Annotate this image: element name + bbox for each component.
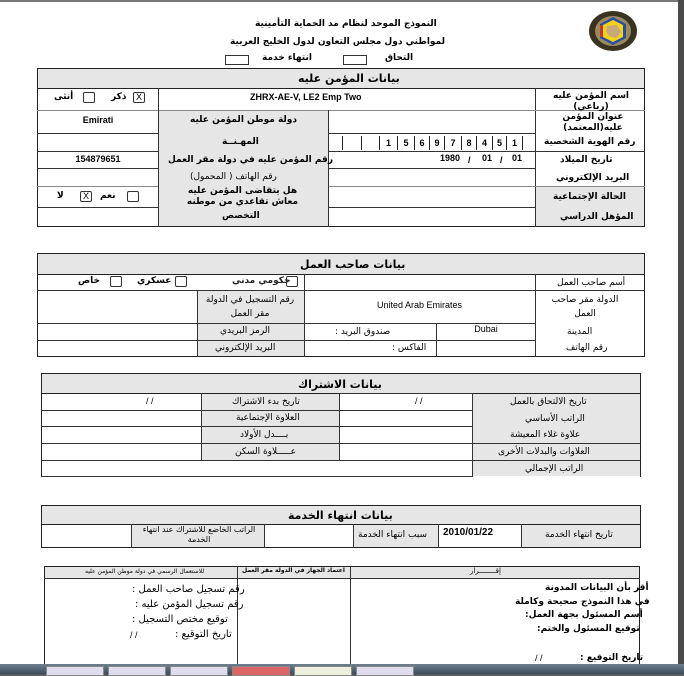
start-date-field[interactable]: / / — [146, 396, 154, 406]
end-service-section-title: بيانات انتهاء الخدمة — [288, 509, 393, 522]
subscription-section-header — [41, 373, 641, 394]
id-digit-cell[interactable]: 7 — [445, 136, 462, 150]
insured-address-field[interactable] — [329, 111, 534, 132]
gender-male-checkbox[interactable]: X — [133, 92, 145, 103]
gender-female-checkbox[interactable] — [83, 92, 95, 103]
insured-address-label: عنوان المؤمن عليه(المعتمد) — [562, 112, 624, 133]
employer-country-label: الدولة مقر صاحب العمل — [551, 295, 619, 319]
taskbar-button[interactable] — [46, 666, 104, 676]
nationality-value[interactable]: Emirati — [82, 115, 114, 125]
taskbar-button[interactable] — [108, 666, 166, 676]
mobile-field[interactable] — [38, 169, 158, 185]
reg-no-field[interactable] — [38, 291, 196, 322]
id-digit-cell[interactable]: 5 — [398, 136, 415, 150]
marital-status-label: الحالة الإجتماعية — [553, 192, 626, 202]
profession-field[interactable] — [38, 134, 158, 151]
pension-no-label: لا — [57, 191, 64, 201]
end-salary-label: الراتب الخاضع للاشتراك عند انتهاء الخدمة — [142, 525, 256, 544]
type-military-label: عسكري — [137, 276, 172, 286]
employer-phone-field[interactable] — [437, 341, 535, 356]
taskbar-button[interactable] — [170, 666, 228, 676]
insured-mid-label-column — [158, 111, 328, 226]
specialization-label: التخصص — [222, 211, 260, 221]
pension-yes-checkbox[interactable] — [127, 191, 139, 202]
official-line1: رقم تسجيل صاحب العمل : — [132, 584, 245, 595]
work-country-id-label: رقم المؤمن عليه في دولة مقر العمل — [168, 155, 334, 165]
birth-date-label: تاريخ الميلاد — [560, 155, 613, 165]
id-digit-cell[interactable]: 1 — [380, 136, 398, 150]
education-field[interactable] — [329, 208, 534, 226]
subscription-section-title: بيانات الاشتراك — [298, 378, 382, 391]
gcc-logo — [588, 10, 638, 52]
id-digit-cell[interactable]: 1 — [507, 136, 523, 150]
cost-of-living-field[interactable] — [340, 427, 471, 442]
employer-section-header — [37, 253, 645, 275]
marital-status-field[interactable] — [329, 187, 534, 206]
join-date-label: تاريخ الالتحاق بالعمل — [510, 397, 587, 407]
form-title-line1: النموذج الموحد لنظام مد الحماية التأمينية — [255, 19, 437, 29]
housing-allowance-field[interactable] — [42, 444, 200, 459]
end-reason-field[interactable] — [265, 525, 352, 547]
gender-male-label: ذكر — [111, 92, 127, 102]
type-private-checkbox[interactable] — [110, 276, 122, 287]
id-digit-cell[interactable]: 9 — [430, 136, 445, 150]
declaration-date-label: تاريخ التوقيع : — [580, 653, 644, 663]
option-end-service-checkbox[interactable] — [225, 55, 249, 65]
declaration-title: إقــــــــرار — [470, 567, 501, 575]
insured-section-title: بيانات المؤمن عليه — [298, 72, 400, 85]
birth-date-field[interactable]: 1980 / 01 / 01 — [440, 153, 523, 165]
birth-day: 01 — [512, 153, 523, 163]
birth-month: 01 — [482, 153, 493, 163]
official-line4: تاريخ التوقيع : — [175, 629, 232, 640]
id-digit-cell[interactable]: 6 — [415, 136, 430, 150]
end-salary-field[interactable] — [42, 525, 130, 547]
birth-year: 1980 — [440, 153, 461, 163]
employer-country-value[interactable]: United Arab Emirates — [376, 300, 463, 310]
official-line2: رقم تسجيل المؤمن عليه : — [135, 599, 244, 610]
declaration-line4: توقيع المسئول والختم: — [537, 624, 640, 634]
social-allowance-field[interactable] — [42, 411, 200, 426]
taskbar-button[interactable] — [356, 666, 414, 676]
form-title-line2: لمواطني دول مجلس التعاون لدول الخليج العربية — [230, 37, 445, 47]
declaration-date-field[interactable]: / / — [535, 653, 543, 663]
end-service-section-header — [41, 505, 641, 525]
pension-label: هل يتقاضى المؤمن عليه معاش تقاعدي من موطنه — [186, 186, 299, 207]
declaration-line2: في هذا النموذج صحيحة وكاملة — [515, 597, 650, 607]
official-date-field[interactable]: / / — [130, 630, 138, 640]
end-reason-label: سبب انتهاء الخدمة — [358, 530, 428, 540]
housing-allowance-label: عـــــلاوة السكن — [235, 447, 296, 457]
end-date-label: تاريخ انتهاء الخدمة — [545, 530, 613, 540]
employer-phone-label: رقم الهاتف — [566, 343, 608, 353]
insured-email-field[interactable] — [329, 169, 534, 185]
nationality-label: دولة موطن المؤمن عليه — [190, 115, 298, 125]
taskbar-button[interactable] — [294, 666, 352, 676]
pension-no-checkbox[interactable]: X — [80, 191, 92, 202]
basic-salary-field[interactable] — [340, 411, 471, 426]
reg-no-label: رقم التسجيل في الدولة مقر العمل — [205, 295, 295, 319]
children-allowance-field[interactable] — [42, 427, 200, 442]
end-date-value[interactable]: 2010/01/22 — [443, 527, 494, 538]
other-allowances-label: العلاوات والبدلات الأخرى — [498, 447, 590, 457]
employer-email-label: البريد الإلكتروني — [215, 343, 276, 353]
employer-name-field[interactable] — [305, 275, 534, 290]
id-digit-cell[interactable] — [320, 136, 343, 150]
option-join-checkbox[interactable] — [343, 55, 367, 65]
insured-name-label: اسم المؤمن عليه (رباعي) — [552, 91, 630, 112]
postal-code-label: الرمز البريدي — [220, 326, 271, 336]
education-label: المؤهل الدراسي — [560, 212, 634, 222]
insured-section-header — [37, 68, 645, 89]
work-country-id-value[interactable]: 154879651 — [75, 154, 121, 164]
cost-of-living-label: علاوة غلاء المعيشة — [510, 430, 581, 440]
other-allowances-field[interactable] — [340, 444, 471, 459]
employer-name-label: أسم صاحب العمل — [557, 278, 626, 288]
insured-id-field[interactable] — [320, 134, 535, 151]
declaration-line3: أسم المسئول بجهة العمل: — [525, 610, 643, 620]
id-digit-cell[interactable] — [343, 136, 362, 150]
insured-name-value[interactable]: ZHRX-AE-V, LE2 Emp Two — [250, 92, 362, 102]
city-value[interactable]: Dubai — [474, 324, 498, 334]
gender-female-label: أنثى — [54, 92, 74, 102]
approval-stamp-area — [238, 579, 350, 665]
postal-code-field[interactable] — [38, 324, 196, 339]
option-end-service-label: انتهاء خدمة — [262, 53, 312, 63]
taskbar-button[interactable] — [232, 666, 290, 676]
insured-id-label: رقم الهوية الشخصية — [544, 137, 636, 147]
employer-email-field[interactable] — [38, 341, 196, 356]
option-join-label: التحاق — [385, 53, 414, 63]
id-digit-cell[interactable]: 5 — [493, 136, 507, 150]
official-line3: توقيع مختص التسجيل : — [132, 614, 228, 625]
pension-yes-label: نعم — [100, 191, 116, 201]
social-allowance-label: العلاوة الإجتماعية — [236, 413, 300, 423]
start-date-label: تاريخ بدء الاشتراك — [232, 397, 300, 407]
id-digit-cell[interactable] — [362, 136, 380, 150]
window-frame-right — [678, 0, 684, 674]
approval-title: اعتماد الجهاز في الدولة مقر العمل — [242, 567, 345, 574]
official-title: للاستعمال الرسمي في دولة موطن المؤمن عليه — [85, 568, 205, 575]
total-salary-field[interactable] — [42, 461, 471, 476]
id-digit-cell[interactable]: 8 — [462, 136, 477, 150]
fax-label: الفاكس : — [392, 343, 427, 353]
basic-salary-label: الراتب الأساسي — [525, 414, 585, 424]
join-date-field[interactable]: / / — [415, 396, 423, 406]
id-digit-cell[interactable]: 4 — [477, 136, 493, 150]
insured-email-label: البريد الإلكتروني — [556, 173, 630, 183]
type-private-label: خاص — [78, 276, 100, 286]
declaration-line1: أقر بأن البيانات المدونة — [545, 583, 649, 593]
children-allowance-label: بــــدل الأولاد — [240, 430, 289, 440]
employer-section-title: بيانات صاحب العمل — [300, 258, 406, 271]
profession-label: المهـنــة — [222, 137, 259, 147]
mobile-label: رقم الهاتف ( المحمول) — [190, 172, 277, 182]
type-gov-civil-label: حكومي مدني — [232, 276, 291, 286]
po-box-label: صندوق البريد : — [335, 327, 391, 337]
city-label: المدينة — [567, 327, 593, 337]
total-salary-label: الراتب الإجمالي — [525, 464, 584, 474]
type-military-checkbox[interactable] — [175, 276, 187, 287]
specialization-field[interactable] — [38, 208, 158, 226]
